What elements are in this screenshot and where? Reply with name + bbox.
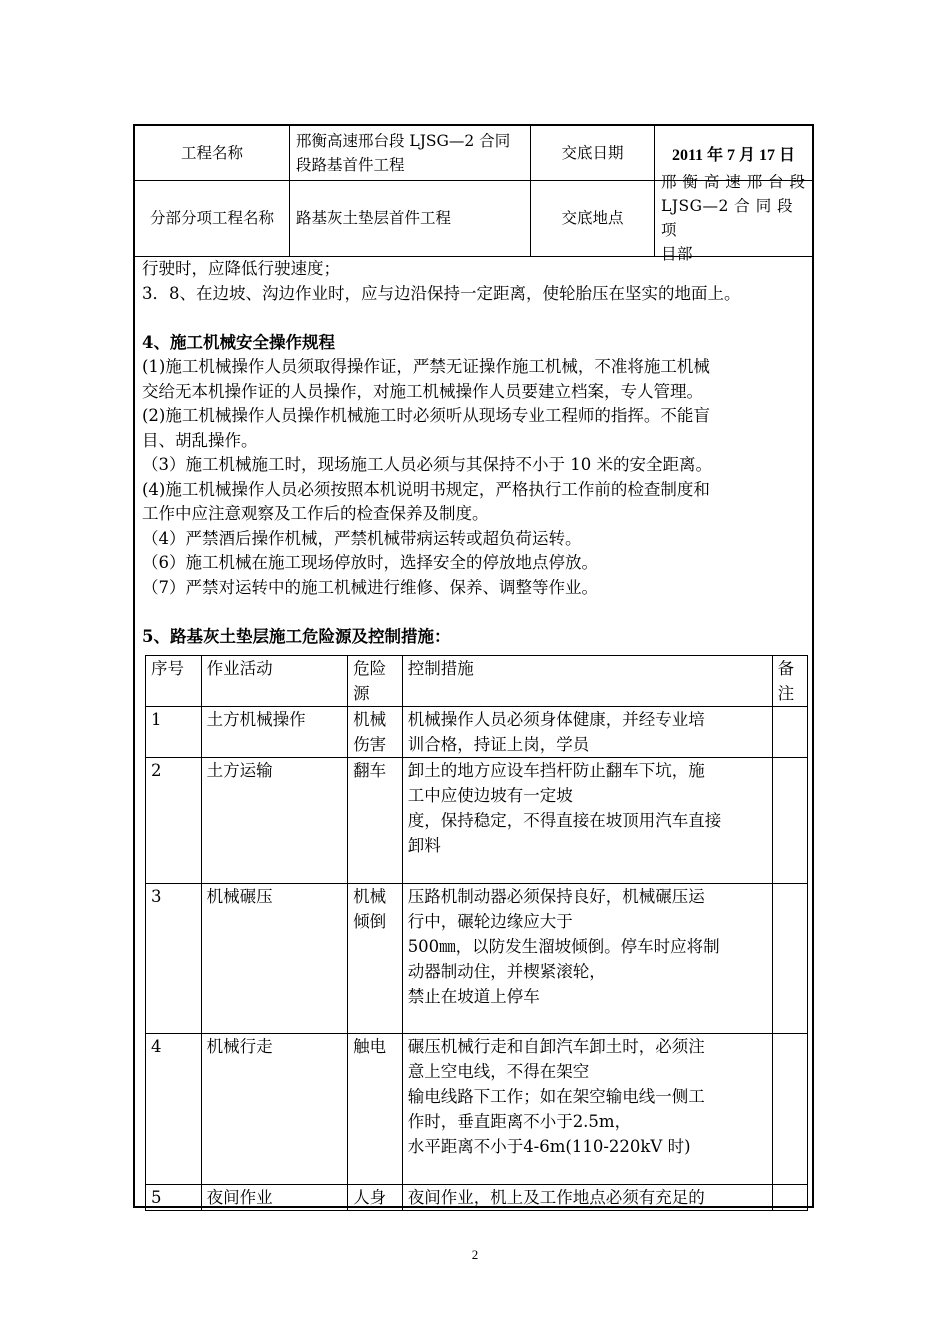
cell-measures [402, 1034, 772, 1185]
table-row [146, 884, 808, 1034]
date-label: 交底日期 [531, 126, 655, 180]
cell-hazard: 触电 [348, 1034, 403, 1185]
section-5-title: 5、路基灰土垫层施工危险源及控制措施： [142, 626, 451, 646]
cell-hazard: 机械倾倒 [348, 884, 403, 1034]
document-frame [133, 124, 814, 1208]
cell-activity: 机械行走 [201, 1034, 348, 1185]
body-line: 行驶时，应降低行驶速度； [142, 259, 340, 278]
cell-remark [772, 884, 807, 1034]
measure-line: 夜间作业，机上及工作地点必须有充足的 [407, 1188, 705, 1207]
table-row [146, 707, 808, 758]
cell-measures [402, 1185, 772, 1211]
measure-line: 动器制动住，并楔紧滚轮， [407, 962, 606, 981]
col-header-measures: 控制措施 [402, 656, 772, 707]
rule-5: （4）严禁酒后操作机械，严禁机械带病运转或超负荷运转。 [142, 528, 582, 548]
place-line2: LJSG—2 合 同 段 项 [661, 197, 794, 239]
header-row-subproject [135, 173, 812, 263]
cell-remark [772, 758, 807, 884]
section-4-title: 4、施工机械安全操作规程 [142, 332, 335, 352]
measure-line: 行中，碾轮边缘应大于 [407, 912, 573, 931]
cell-activity: 机械碾压 [201, 884, 348, 1034]
place-value [655, 173, 812, 263]
cell-hazard: 机械伤害 [348, 707, 403, 758]
measure-line: 作时，垂直距离不小于2.5m， [407, 1112, 632, 1131]
rule-3: （3）施工机械施工时，现场施工人员必须与其保持不小于 10 米的安全距离。 [142, 455, 712, 474]
subproject-label: 分部分项工程名称 [135, 180, 290, 256]
measure-line: 度，保持稳定，不得直接在坡顶用汽车直接 [407, 811, 722, 830]
measure-line: 压路机制动器必须保持良好，机械碾压运 [407, 887, 705, 906]
measure-line: 水平距离不小于4-6m(110-220kV 时) [407, 1137, 691, 1156]
measure-line: 碾压机械行走和自卸汽车卸土时，必须注 [407, 1037, 705, 1056]
cell-measures [402, 707, 772, 758]
rule-4a: (4)施工机械操作人员必须按照本机说明书规定，严格执行工作前的检查制度和 [142, 479, 710, 499]
project-name-label: 工程名称 [135, 126, 290, 180]
measure-line: 工中应使边坡有一定坡 [407, 786, 573, 805]
table-row [146, 1034, 808, 1185]
cell-activity: 夜间作业 [201, 1185, 348, 1211]
cell-measures [402, 884, 772, 1034]
cell-remark [772, 1034, 807, 1185]
place-line1: 邢 衡 高 速 邢 台 段 [661, 173, 806, 191]
measure-line: 机械操作人员必须身体健康，并经专业培 [407, 710, 705, 729]
body-line: 3．8、在边坡、沟边作业时，应与边沿保持一定距离，使轮胎压在坚实的地面上。 [142, 283, 741, 303]
col-header-remark: 备注 [772, 656, 807, 707]
page-number: 2 [471, 1247, 479, 1262]
col-header-no: 序号 [146, 656, 202, 707]
cell-activity: 土方机械操作 [201, 707, 348, 758]
measure-line: 禁止在坡道上停车 [407, 987, 540, 1006]
place-line3: 目部 [661, 245, 694, 263]
cell-hazard: 人身 [348, 1185, 403, 1211]
measure-line: 卸土的地方应设车挡杆防止翻车下坑，施 [407, 761, 705, 780]
body-text [142, 257, 810, 649]
subproject-value: 路基灰土垫层首件工程 [290, 180, 531, 256]
measure-line: 500㎜，以防发生溜坡倾倒。停车时应将制 [407, 937, 720, 956]
table-row [146, 1185, 808, 1211]
rule-2b: 目、胡乱操作。 [142, 430, 258, 450]
project-name-value [290, 126, 531, 180]
date-value: 2011 年 7 月 17 日 [671, 146, 796, 164]
rule-2a: (2)施工机械操作人员操作机械施工时必须听从现场专业工程师的指挥。不能盲 [142, 406, 710, 425]
rule-1b: 交给无本机操作证的人员操作，对施工机械操作人员要建立档案，专人管理。 [142, 381, 703, 401]
cell-hazard: 翻车 [348, 758, 403, 884]
cell-no: 3 [146, 884, 202, 1034]
table-row [146, 758, 808, 884]
cell-activity: 土方运输 [201, 758, 348, 884]
cell-no: 1 [146, 707, 202, 758]
rule-1a: (1)施工机械操作人员须取得操作证，严禁无证操作施工机械，不准将施工机械 [142, 357, 710, 376]
table-header-row [146, 656, 808, 707]
rule-4b: 工作中应注意观察及工作后的检查保养及制度。 [142, 504, 489, 523]
cell-no: 4 [146, 1034, 202, 1185]
hazard-table [145, 655, 808, 1211]
rule-6: （6）施工机械在施工现场停放时，选择安全的停放地点停放。 [142, 553, 598, 572]
measure-line: 意上空电线，不得在架空 [407, 1062, 590, 1081]
cell-measures [402, 758, 772, 884]
cell-remark [772, 707, 807, 758]
cell-no: 2 [146, 758, 202, 884]
cell-no: 5 [146, 1185, 202, 1211]
cell-remark [772, 1185, 807, 1211]
measure-line: 卸料 [407, 836, 441, 855]
col-header-hazard: 危险源 [348, 656, 403, 707]
place-label: 交底地点 [531, 180, 655, 256]
rule-7: （7）严禁对运转中的施工机械进行维修、保养、调整等作业。 [142, 577, 598, 597]
project-name-line2: 段路基首件工程 [296, 156, 405, 174]
col-header-activity: 作业活动 [201, 656, 348, 707]
project-name-line1: 邢衡高速邢台段 LJSG—2 合同 [296, 132, 511, 150]
measure-line: 输电线路下工作；如在架空输电线一侧工 [407, 1087, 705, 1106]
measure-line: 训合格，持证上岗，学员 [407, 735, 590, 754]
